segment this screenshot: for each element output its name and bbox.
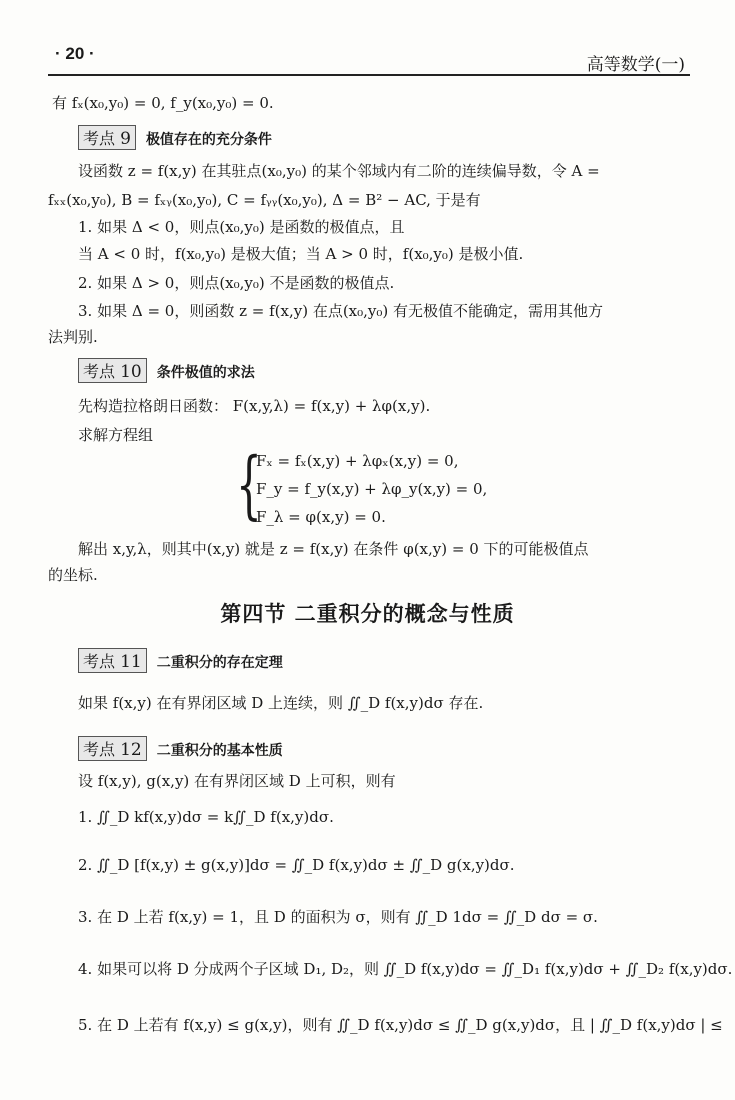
property-item: 3. 在 D 上若 f(x,y) = 1，且 D 的面积为 σ，则有 ∬_D 1dσ = ∬_D dσ = σ.: [78, 908, 598, 926]
text-line: 2. 如果 Δ > 0，则点(x₀,y₀) 不是函数的极值点.: [78, 274, 395, 292]
property-item: 5. 在 D 上若有 f(x,y) ≤ g(x,y)，则有 ∬_D f(x,y)dσ ≤ ∬_D g(x,y)dσ，且 | ∬_D f(x,y)dσ | ≤: [78, 1016, 723, 1034]
property-item: 2. ∬_D [f(x,y) ± g(x,y)]dσ = ∬_D f(x,y)dσ ± ∬_D g(x,y)dσ.: [78, 856, 515, 874]
text-line: 设函数 z = f(x,y) 在其驻点(x₀,y₀) 的某个邻域内有二阶的连续偏导数，令 A =: [78, 162, 600, 180]
text-line: 求解方程组: [78, 426, 154, 444]
kp12-heading: [78, 736, 283, 761]
kp9-title: 极值存在的充分条件: [145, 132, 272, 148]
section-title: 第四节 二重积分的概念与性质: [220, 602, 515, 626]
text-line: 的坐标.: [48, 566, 98, 584]
kp11-heading: [78, 648, 283, 673]
kp11-title: 二重积分的存在定理: [156, 655, 283, 671]
equation-line: F_λ = φ(x,y) = 0.: [256, 508, 386, 526]
text-line: 当 A < 0 时，f(x₀,y₀) 是极大值；当 A > 0 时，f(x₀,y₀) 是极小值.: [78, 245, 524, 263]
kp10-title: 条件极值的求法: [156, 365, 255, 381]
property-item: 1. ∬_D kf(x,y)dσ = k∬_D f(x,y)dσ.: [78, 808, 334, 826]
kp10-tag: 考点 10: [78, 358, 147, 383]
text-line: fₓₓ(x₀,y₀), B = fₓᵧ(x₀,y₀), C = fᵧᵧ(x₀,y₀), Δ = B² − AC, 于是有: [48, 191, 481, 209]
text-line: 1. 如果 Δ < 0，则点(x₀,y₀) 是函数的极值点，且: [78, 218, 405, 236]
kp12-tag: 考点 12: [78, 736, 147, 761]
text-line: 解出 x,y,λ，则其中(x,y) 就是 z = f(x,y) 在条件 φ(x,y) = 0 下的可能极值点: [78, 540, 589, 558]
page-number: · 20 ·: [55, 44, 95, 63]
equation-brace: {: [236, 442, 262, 528]
kp12-title: 二重积分的基本性质: [156, 743, 283, 759]
text-line: 如果 f(x,y) 在有界闭区域 D 上连续，则 ∬_D f(x,y)dσ 存在.: [78, 694, 484, 712]
book-title: 高等数学(一): [586, 55, 685, 75]
kp9-tag: 考点 9: [78, 125, 136, 150]
text-line: 法判别.: [48, 328, 98, 346]
kp11-tag: 考点 11: [78, 648, 147, 673]
equation-line: F_y = f_y(x,y) + λφ_y(x,y) = 0,: [256, 480, 488, 498]
equation-line: Fₓ = fₓ(x,y) + λφₓ(x,y) = 0,: [256, 452, 459, 470]
text-line: 有 fₓ(x₀,y₀) = 0, f_y(x₀,y₀) = 0.: [52, 94, 274, 112]
text-line: 3. 如果 Δ = 0，则函数 z = f(x,y) 在点(x₀,y₀) 有无极值不能确定，需用其他方: [78, 302, 604, 320]
kp9-heading: [78, 125, 272, 150]
kp10-heading: [78, 358, 255, 383]
text-line: 先构造拉格朗日函数： F(x,y,λ) = f(x,y) + λφ(x,y).: [78, 397, 431, 415]
header-rule: [48, 74, 690, 76]
property-item: 4. 如果可以将 D 分成两个子区域 D₁, D₂，则 ∬_D f(x,y)dσ = ∬_D₁ f(x,y)dσ + ∬_D₂ f(x,y)dσ.: [78, 960, 733, 978]
text-line: 设 f(x,y), g(x,y) 在有界闭区域 D 上可积，则有: [78, 772, 396, 790]
